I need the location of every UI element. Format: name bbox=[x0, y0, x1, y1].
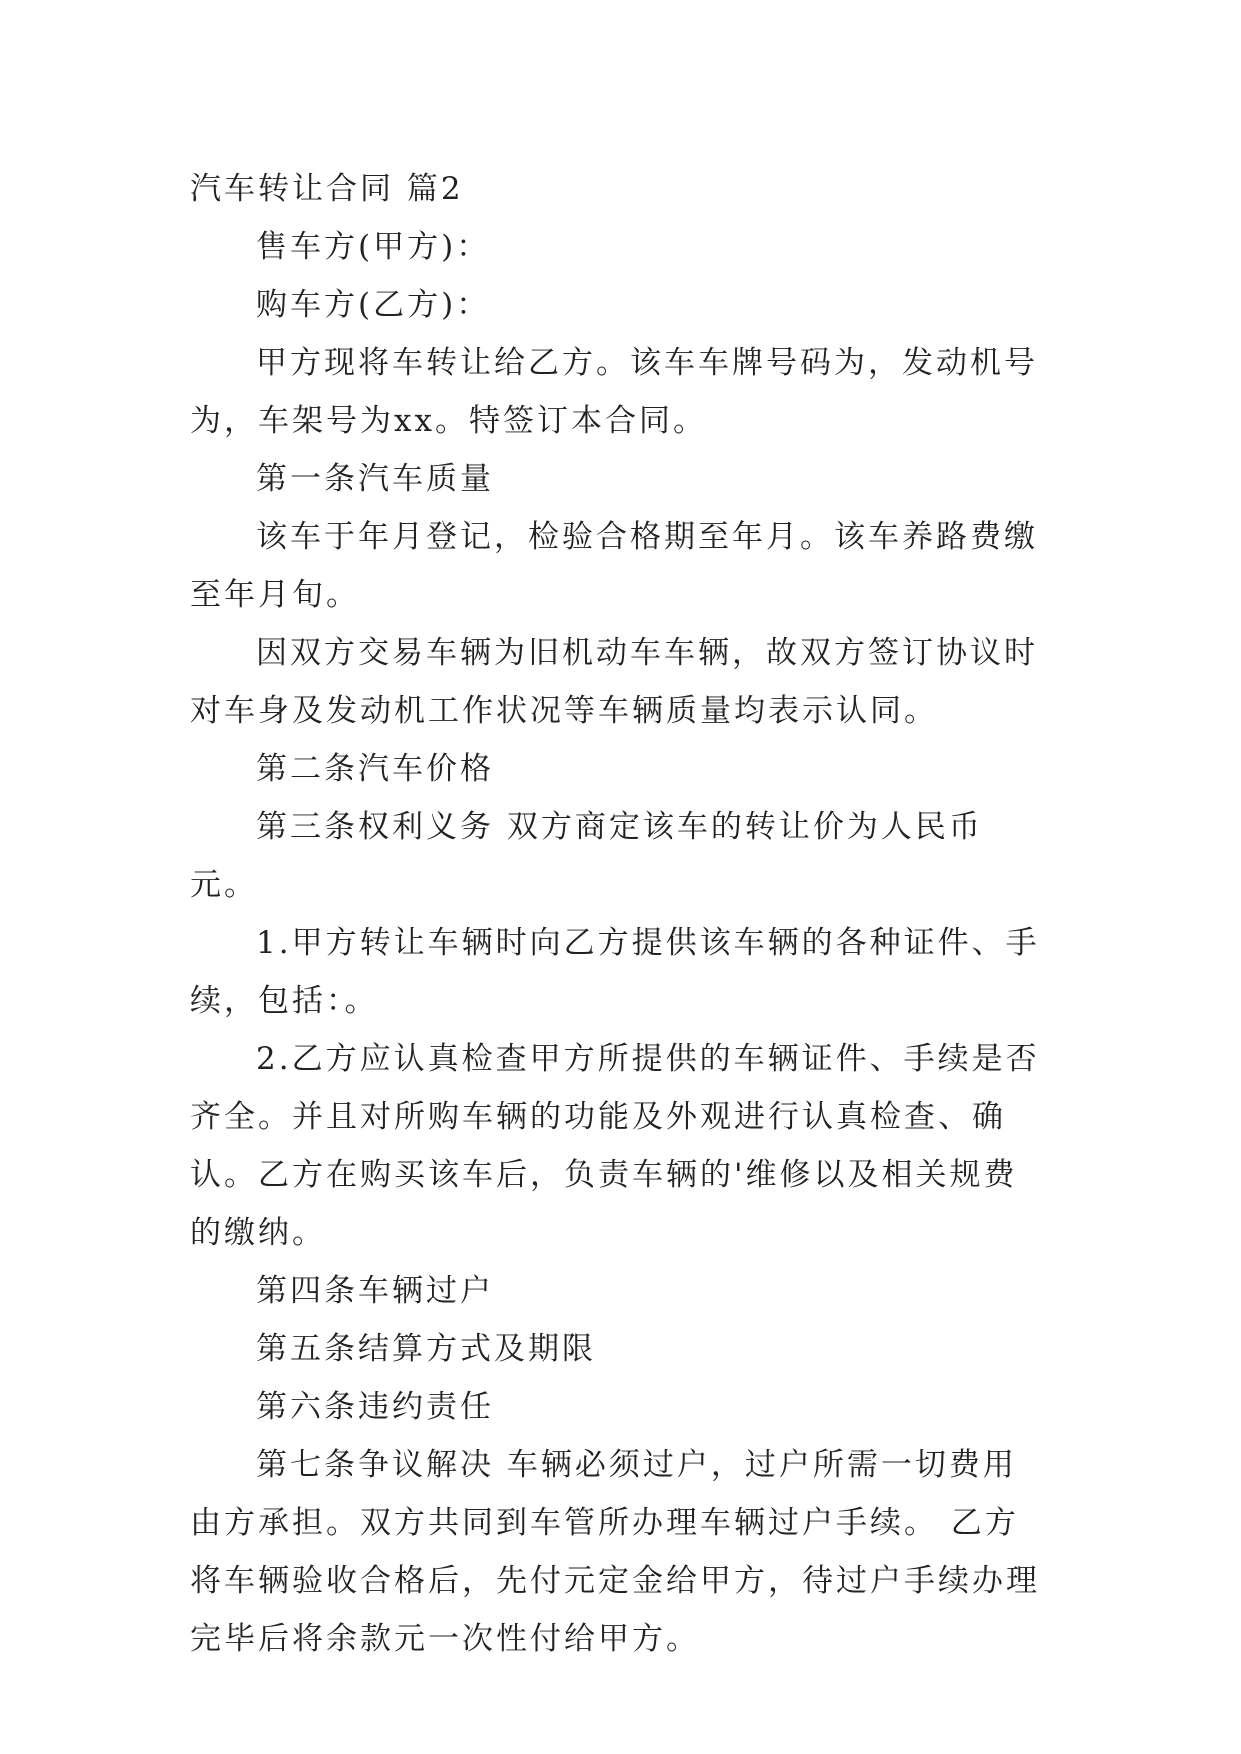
article-3-heading: 第三条权利义务 双方商定该车的转让价为人民币元。 bbox=[190, 809, 983, 903]
article-5-heading: 第五条结算方式及期限 bbox=[256, 1331, 596, 1367]
seller-line: 售车方(甲方)： bbox=[256, 229, 491, 265]
article-7-paragraph: 第七条争议解决 车辆必须过户，过户所需一切费用由方承担。双方共同到车管所办理车辆过户手续。 乙方将车辆验收合格后，先付元定金给甲方，待过户手续办理完毕后将余款元一次性付给甲方。 bbox=[190, 1447, 1040, 1657]
intro-paragraph: 甲方现将车转让给乙方。该车车牌号码为，发动机号为，车架号为xx。特签订本合同。 bbox=[190, 345, 1038, 439]
article-2-heading: 第二条汽车价格 bbox=[256, 751, 494, 787]
article-4-heading: 第四条车辆过户 bbox=[256, 1273, 494, 1309]
article-3-item-2: 2.乙方应认真检查甲方所提供的车辆证件、手续是否齐全。并且对所购车辆的功能及外观进行认真检查、确认。乙方在购买该车后，负责车辆的'维修以及相关规费的缴纳。 bbox=[190, 1041, 1040, 1251]
article-1-paragraph-2: 因双方交易车辆为旧机动车车辆，故双方签订协议时对车身及发动机工作状况等车辆质量均表示认同。 bbox=[190, 635, 1038, 729]
article-1-heading: 第一条汽车质量 bbox=[256, 461, 494, 497]
article-6-heading: 第六条违约责任 bbox=[256, 1389, 494, 1425]
document-title: 汽车转让合同 篇2 bbox=[190, 171, 464, 207]
buyer-line: 购车方(乙方)： bbox=[256, 287, 491, 323]
article-1-paragraph-1: 该车于年月登记，检验合格期至年月。该车养路费缴至年月旬。 bbox=[190, 519, 1038, 613]
article-3-item-1: 1.甲方转让车辆时向乙方提供该车辆的各种证件、手续，包括：。 bbox=[190, 925, 1040, 1019]
document-body bbox=[190, 160, 1050, 1668]
